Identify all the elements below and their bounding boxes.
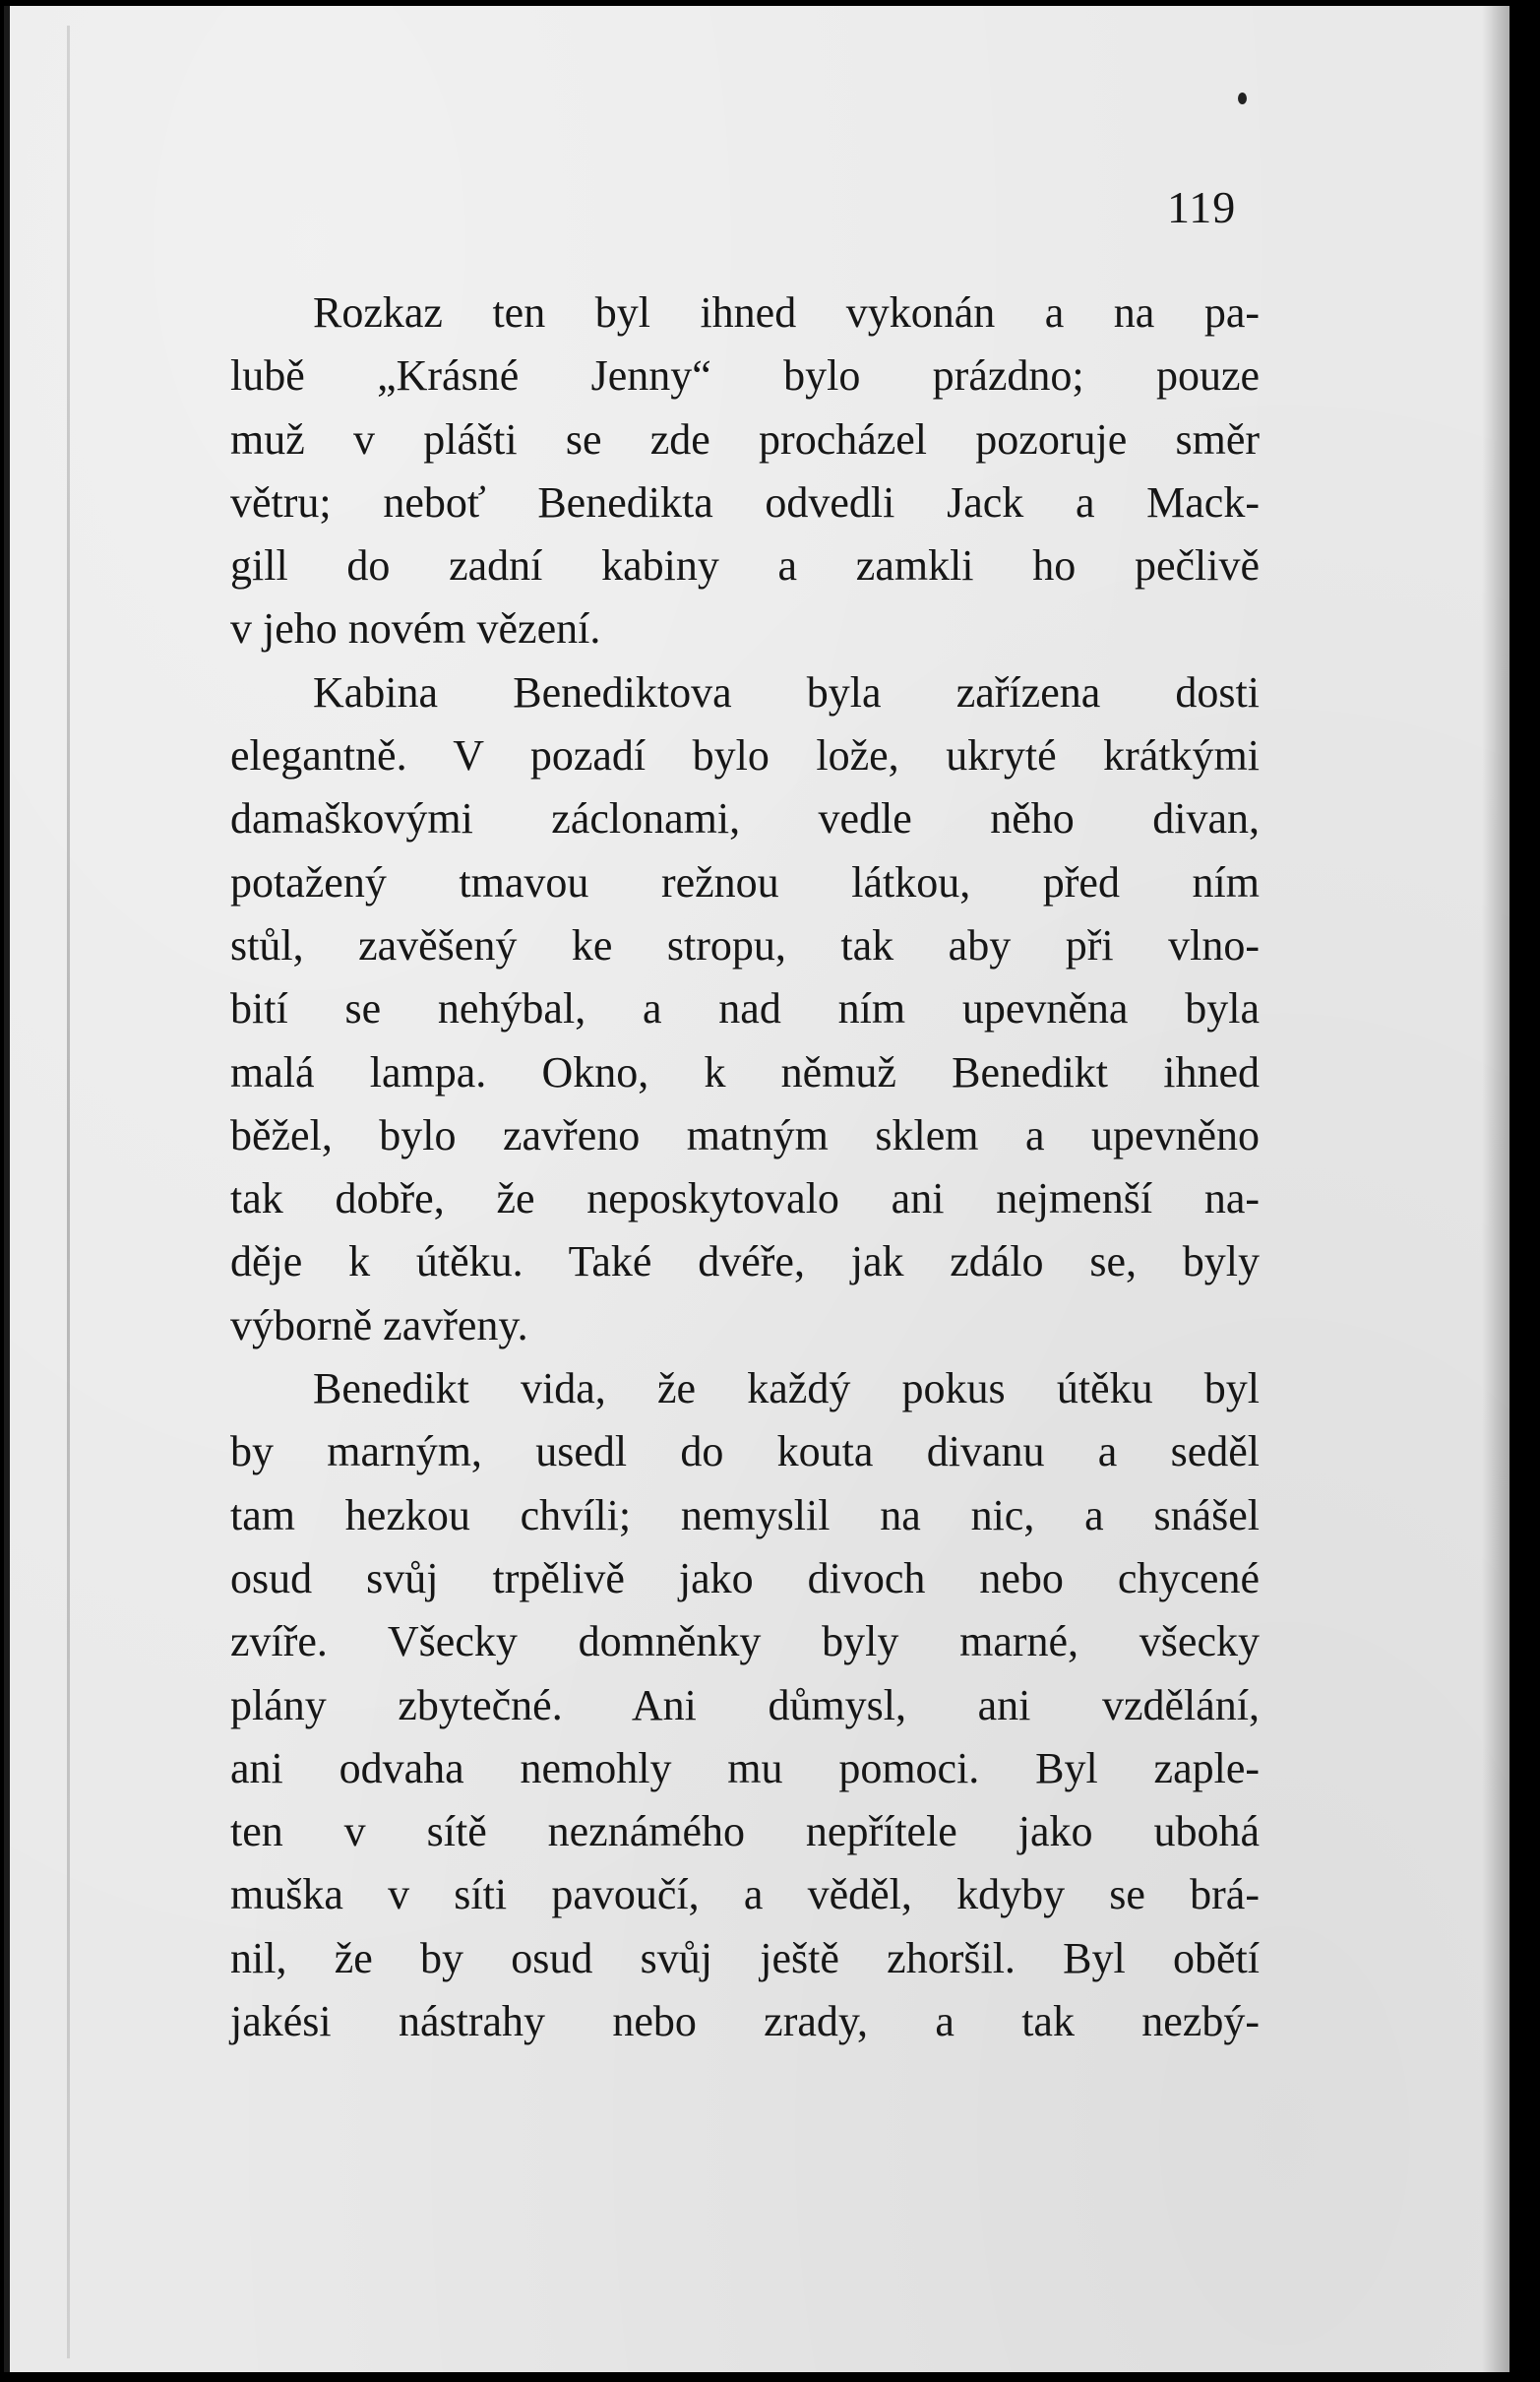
text-line: by marným, usedl do kouta divanu a seděl [230,1427,1260,1476]
text-line: jakési nástrahy nebo zrady, a tak nezbý- [230,1997,1260,2046]
page-edge-shadow [1482,6,1509,2372]
text-line: osud svůj trpělivě jako divoch nebo chycené [230,1553,1260,1602]
page-gutter-shadow [67,26,70,2358]
text-line: v jeho novém vězení. [230,604,601,654]
text-line: elegantně. V pozadí bylo lože, ukryté krátkými [230,731,1260,781]
text-line: muška v síti pavoučí, a věděl, kdyby se brá- [230,1870,1260,1919]
page-number: 119 [1167,182,1237,232]
text-line: Kabina Benediktova byla zařízena dosti [313,667,1260,717]
text-line: tam hezkou chvíli; nemyslil na nic, a snášel [230,1490,1260,1539]
text-line: ani odvaha nemohly mu pomoci. Byl zaple- [230,1743,1260,1792]
ink-speck [1238,93,1247,104]
text-line: Benedikt vida, že každý pokus útěku byl [313,1364,1260,1413]
text-line: děje k útěku. Také dvéře, jak zdálo se, byly [230,1237,1260,1286]
text-line: lubě „Krásné Jenny“ bylo prázdno; pouze [230,351,1260,401]
text-line: Rozkaz ten byl ihned vykonán a na pa- [313,288,1260,337]
text-line: větru; neboť Benedikta odvedli Jack a Mack- [230,477,1260,527]
text-line: tak dobře, že neposkytovalo ani nejmenší na- [230,1174,1260,1223]
text-line: damaškovými záclonami, vedle něho divan, [230,794,1260,844]
text-line: výborně zavřeny. [230,1300,528,1349]
text-line: stůl, zavěšený ke stropu, tak aby při vlno- [230,920,1260,970]
body-text [230,282,1260,2053]
text-line: muž v plášti se zde procházel pozoruje směr [230,414,1260,464]
book-page [4,6,1509,2372]
text-line: plány zbytečné. Ani důmysl, ani vzdělání, [230,1680,1260,1729]
text-line: nil, že by osud svůj ještě zhoršil. Byl obětí [230,1933,1260,1982]
text-line: malá lampa. Okno, k němuž Benedikt ihned [230,1047,1260,1097]
text-line: bití se nehýbal, a nad ním upevněna byla [230,984,1260,1034]
text-line: zvíře. Všecky domněnky byly marné, všecky [230,1617,1260,1666]
text-line: běžel, bylo zavřeno matným sklem a upevněno [230,1110,1260,1160]
text-line: gill do zadní kabiny a zamkli ho pečlivě [230,541,1260,591]
text-line: potažený tmavou režnou látkou, před ním [230,857,1260,907]
text-line: ten v sítě neznámého nepřítele jako ubohá [230,1807,1260,1856]
